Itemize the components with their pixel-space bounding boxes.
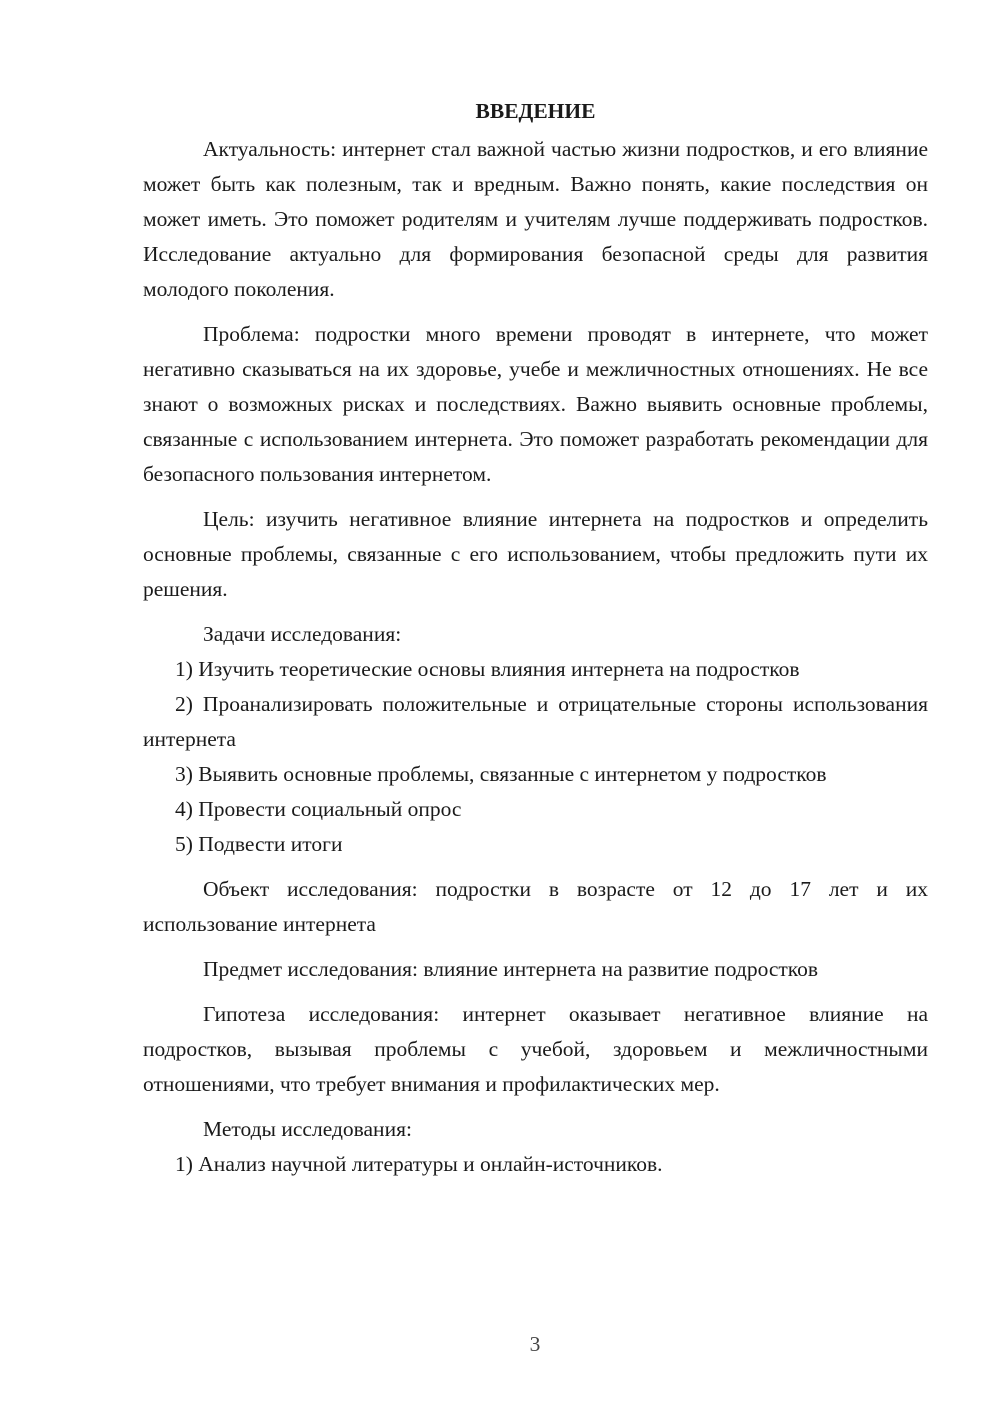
- tasks-heading: Задачи исследования:: [203, 622, 402, 646]
- task-item-5: 5) Подвести итоги: [175, 832, 343, 856]
- paragraph-subject: Предмет исследования: влияние интернета на развитие подростков: [203, 957, 819, 981]
- paragraph-goal: Цель: изучить негативное влияние интернета на подростков и определить основные проблемы, связанные с его использованием, чтобы предложить пути их решения.: [143, 507, 928, 601]
- paragraph-object: Объект исследования: подростки в возрасте от 12 до 17 лет и их использование интернета: [143, 877, 928, 936]
- task-item-1: 1) Изучить теоретические основы влияния интернета на подростков: [175, 657, 800, 681]
- section-title: ВВЕДЕНИЕ: [475, 99, 596, 123]
- paragraph-relevance: Актуальность: интернет стал важной частью жизни подростков, и его влияние может быть как полезным, так и вредным. Важно понять, какие последствия он может иметь. Это поможет родителям и учителям лучше поддерживать подростков. Исследование актуально для формирования безопасной среды для развития молодого поколения.: [143, 137, 928, 301]
- paragraph-hypothesis: Гипотеза исследования: интернет оказывает негативное влияние на подростков, вызывая проблемы с учебой, здоровьем и межличностными отношениями, что требует внимания и профилактических мер.: [143, 1002, 928, 1096]
- task-item-2: 2) Проанализировать положительные и отрицательные стороны использования интернета: [143, 692, 928, 751]
- paragraph-problem: Проблема: подростки много времени проводят в интернете, что может негативно сказываться на их здоровье, учебе и межличностных отношениях. Не все знают о возможных рисках и последствиях. Важно выявить основные проблемы, связанные с использованием интернета. Это поможет разработать рекомендации для безопасного пользования интернетом.: [143, 322, 928, 486]
- page-content: [143, 94, 928, 1182]
- task-item-4: 4) Провести социальный опрос: [175, 797, 462, 821]
- task-item-3: 3) Выявить основные проблемы, связанные с интернетом у подростков: [175, 762, 827, 786]
- methods-heading: Методы исследования:: [203, 1117, 412, 1141]
- method-item-1: 1) Анализ научной литературы и онлайн-источников.: [175, 1152, 663, 1176]
- page-number: 3: [529, 1332, 541, 1356]
